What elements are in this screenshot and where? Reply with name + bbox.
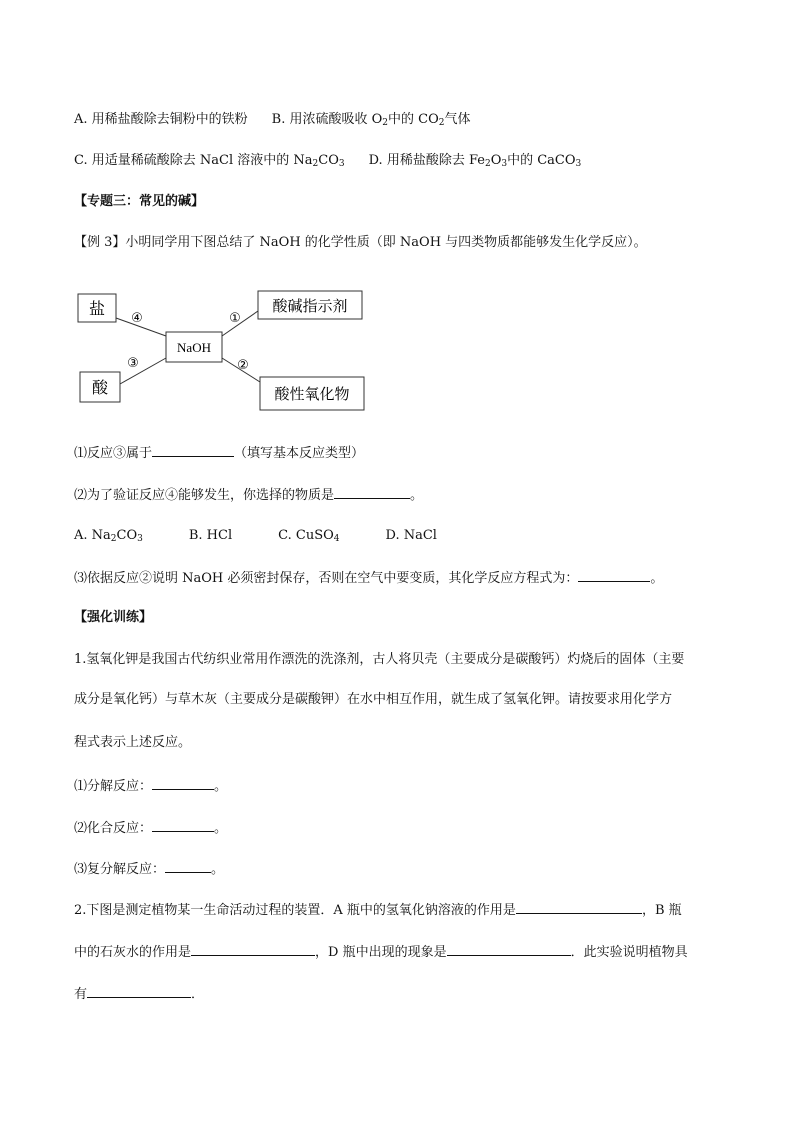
q2-option-d: D. NaCl (385, 528, 437, 543)
training-2-line-2: 中的石灰水的作用是 ，D 瓶中出现的现象是 ．此实验说明植物具 (74, 942, 688, 962)
num-2: ② (237, 358, 249, 373)
option-b: B. 用浓硫酸吸收 $O_2$中的 $CO_2$气体 (271, 112, 471, 128)
num-1: ① (229, 311, 241, 326)
acid-label: 酸 (91, 378, 109, 397)
option-d: D. 用稀盐酸除去 $Fe_2O_3$中的 CaCO$_3$ (368, 153, 582, 169)
answer-blank-t1a[interactable] (152, 776, 214, 790)
question-2: ⑵为了验证反应④能够发生，你选择的物质是 。 (74, 485, 423, 505)
answer-blank-1[interactable] (152, 443, 234, 457)
indicator-label: 酸碱指示剂 (272, 297, 348, 315)
training-1-c: ⑶复分解反应： 。 (74, 859, 224, 879)
num-3: ③ (127, 356, 139, 371)
q2-option-c: C. CuSO$_4$ (278, 528, 340, 544)
num-4: ④ (131, 311, 143, 326)
question-2-options (74, 527, 437, 545)
option-a: A. 用稀盐酸除去铜粉中的铁粉 (74, 112, 248, 127)
training-1-line-3: 程式表示上述反应。 (74, 735, 192, 750)
answer-blank-t2b[interactable] (191, 942, 315, 956)
q2-option-a: A. $Na_2CO_3$ (74, 528, 143, 544)
answer-blank-t2a[interactable] (516, 900, 642, 914)
salt-label: 盐 (88, 299, 106, 318)
answer-blank-t1b[interactable] (152, 818, 214, 832)
example-3: 【例 3】小明同学用下图总结了 NaOH 的化学性质（即 NaOH 与四类物质都能够发生化学反应）。 (74, 235, 647, 250)
question-3: ⑶依据反应②说明 NaOH 必须密封保存，否则在空气中要变质，其化学反应方程式为： 。 (74, 568, 663, 588)
naoh-properties-diagram (0, 0, 794, 420)
answer-blank-2[interactable] (334, 485, 410, 499)
training-1-b: ⑵化合反应： 。 (74, 818, 227, 838)
option-c: C. 用适量稀硫酸除去 NaCl 溶液中的 $Na_2CO_3$ (74, 153, 345, 169)
topic-heading: 【专题三：常见的碱】 (74, 194, 205, 209)
training-2-line-3: 有 ． (74, 984, 204, 1004)
training-1-line-1: 1.氢氧化钾是我国古代纺织业常用作漂洗的洗涤剂，古人将贝壳（主要成分是碳酸钙）灼烧后的固体（主要 (74, 652, 685, 667)
training-2-line-1: 2.下图是测定植物某一生命活动过程的装置．A 瓶中的氢氧化钠溶液的作用是 ，B 瓶 (74, 900, 682, 920)
answer-blank-t1c[interactable] (165, 859, 211, 873)
naoh-label: NaOH (177, 340, 211, 355)
training-1-a: ⑴分解反应： 。 (74, 776, 227, 796)
training-heading: 【强化训练】 (74, 610, 153, 625)
q2-option-b: B. HCl (188, 528, 233, 543)
answer-blank-3[interactable] (578, 568, 650, 582)
training-1-line-2: 成分是氧化钙）与草木灰（主要成分是碳酸钾）在水中相互作用，就生成了氢氧化钾。请按要求用化学方 (74, 692, 673, 707)
oxide-label: 酸性氧化物 (274, 385, 350, 403)
question-1: ⑴反应③属于 （填写基本反应类型） (74, 443, 364, 463)
answer-blank-t2c[interactable] (447, 942, 571, 956)
answer-blank-t2d[interactable] (87, 984, 191, 998)
